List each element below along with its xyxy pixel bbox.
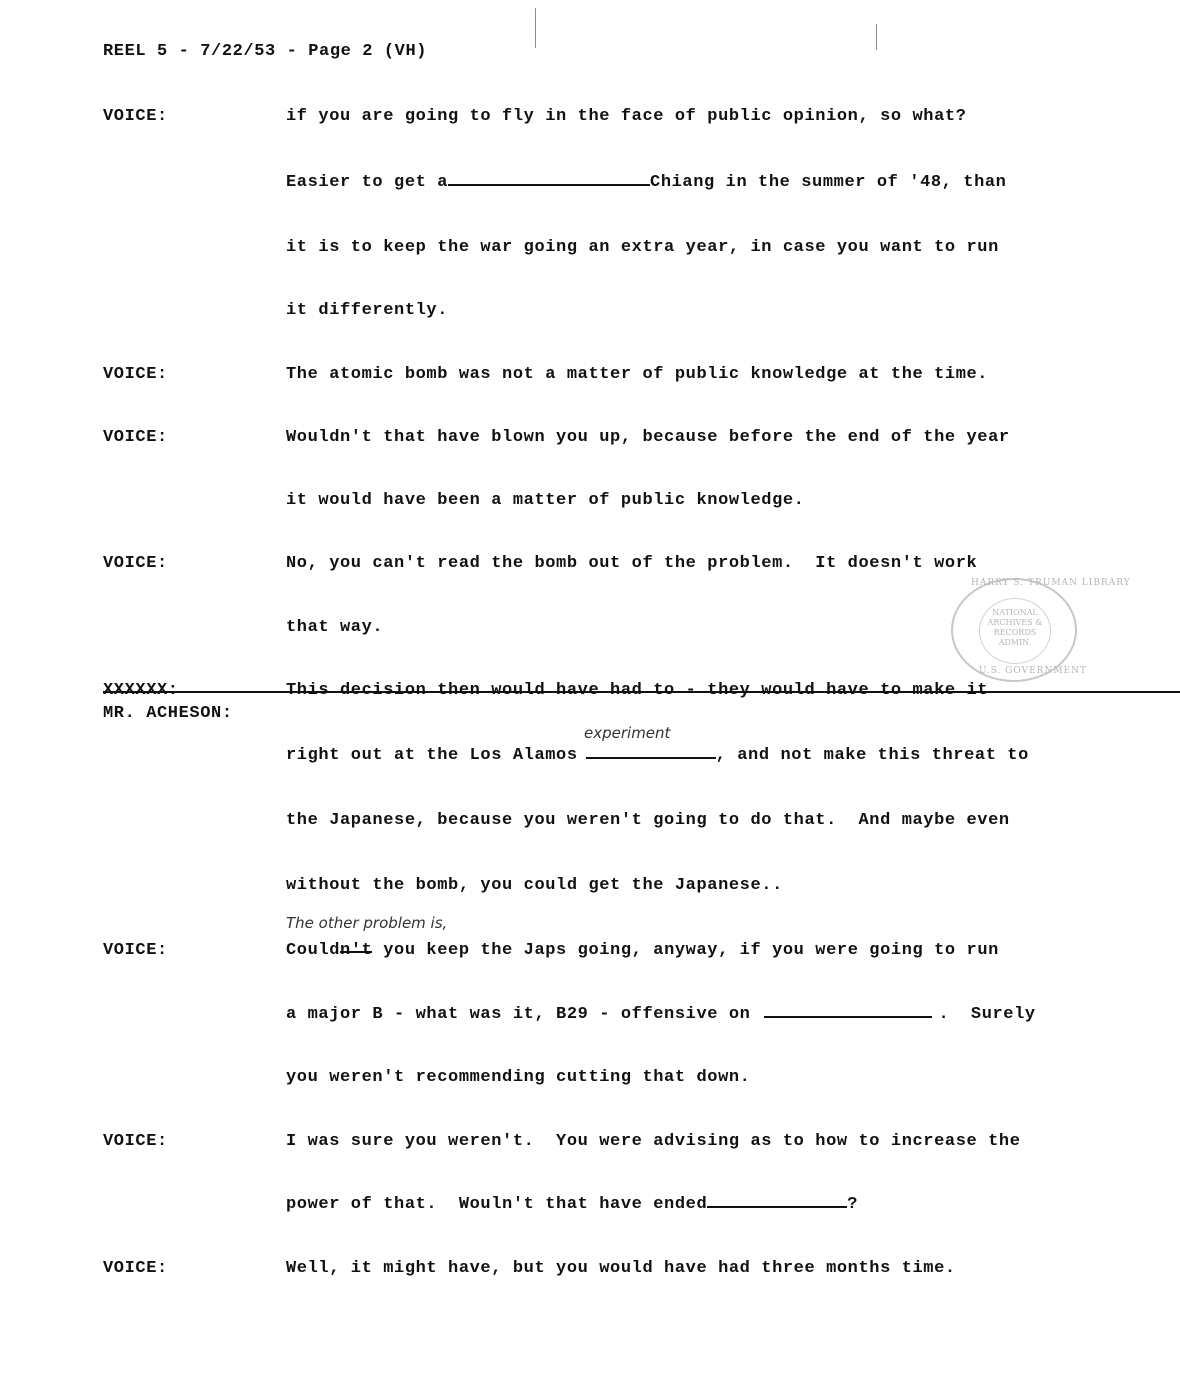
transcript-line: The atomic bomb was not a matter of public knowledge at the time. [286,365,989,384]
transcript-line: This decision then would have had to - they would have to make it [286,681,989,700]
speaker-label: VOICE: [103,107,168,126]
stamp-text-center: NATIONAL [992,608,1038,617]
speaker-label: VOICE: [103,428,168,447]
transcript-line [286,941,999,960]
transcript-line: if you are going to fly in the face of public opinion, so what? [286,107,967,126]
archive-stamp [951,578,1131,682]
stamp-text-center: RECORDS [993,628,1037,637]
speaker-label: MR. ACHESON: [103,704,233,723]
transcript-line: without the bomb, you could get the Japanese.. [286,876,783,895]
line-text: . Surely [938,1005,1036,1024]
stamp-inner-ring [979,598,1051,664]
handwritten-insert: experiment [584,724,671,742]
speaker-label: VOICE: [103,1132,168,1151]
blank-line [448,183,650,186]
transcript-line: No, you can't read the bomb out of the problem. It doesn't work [286,554,978,573]
blank-line [586,756,716,759]
line-text: power of that. Wouln't that have ended [286,1195,708,1214]
stamp-text-bottom: U.S. GOVERNMENT [979,666,1087,676]
speaker-label: VOICE: [103,554,168,573]
transcript-line: you weren't recommending cutting that down. [286,1068,751,1087]
line-text: Chiang in the summer of '48, than [650,173,1007,192]
transcript-line: the Japanese, because you weren't going to do that. And maybe even [286,811,1010,830]
corner-mark [535,8,536,48]
stamp-text-center: ARCHIVES & [987,618,1043,627]
transcript-line [286,746,1029,765]
line-text: a major B - what was it, B29 - offensive on [286,1005,751,1024]
transcript-line: it is to keep the war going an extra year, in case you want to run [286,238,999,257]
stamp-text-top: HARRY S. TRUMAN LIBRARY [971,578,1131,588]
transcript-line [286,1195,858,1214]
transcript-line [286,173,1007,192]
transcript-line [286,1005,1036,1024]
transcript-line: Wouldn't that have blown you up, because before the end of the year [286,428,1010,447]
blank-line [707,1205,847,1208]
transcript-line: it differently. [286,301,449,320]
handwritten-insert: The other problem is, [286,914,448,932]
blank-line [764,1015,932,1018]
corner-mark [876,24,877,50]
speaker-label-struck: XXXXXX: [103,681,1180,700]
line-text: ? [847,1195,859,1214]
page-header: REEL 5 - 7/22/53 - Page 2 (VH) [103,42,428,61]
struck-text: n't [340,941,373,960]
speaker-label: VOICE: [103,1259,168,1278]
stamp-text-center: ADMIN. [998,638,1032,647]
transcript-line: Well, it might have, but you would have had three months time. [286,1259,956,1278]
line-text: Easier to get a [286,173,449,192]
speaker-label: VOICE: [103,365,168,384]
line-text: , and not make this threat to [715,746,1029,765]
line-text: you keep the Japs going, anyway, if you were going to run [372,941,999,960]
line-text: Could [286,941,341,960]
transcript-line: it would have been a matter of public knowledge. [286,491,805,510]
transcript-line: that way. [286,618,384,637]
transcript-line: I was sure you weren't. You were advising as to how to increase the [286,1132,1021,1151]
speaker-label: VOICE: [103,941,168,960]
line-text: right out at the Los Alamos [286,746,578,765]
